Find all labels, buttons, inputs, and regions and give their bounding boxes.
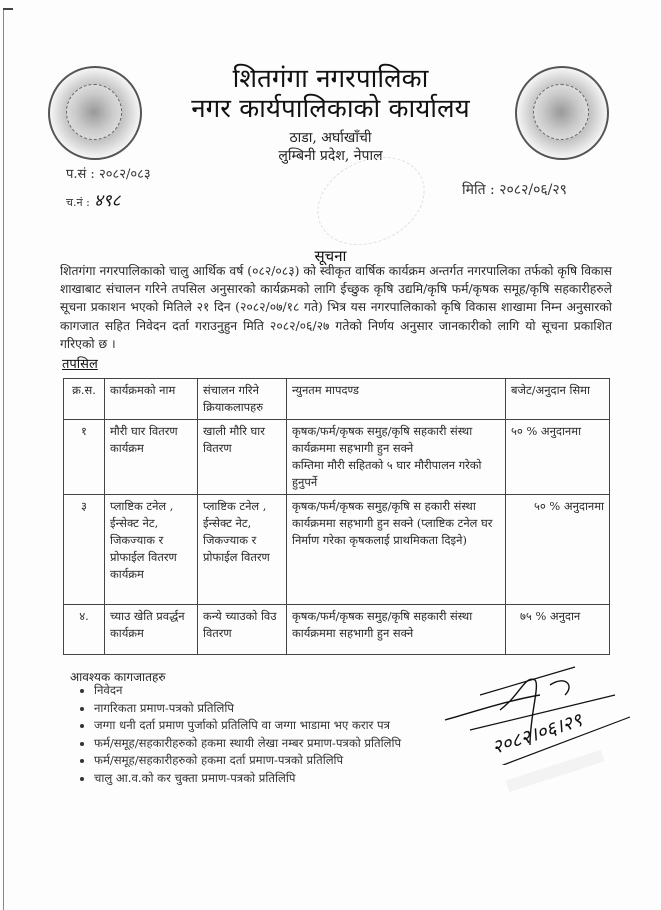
list-item: • निवेदन	[94, 682, 401, 700]
cell-sn: ४.	[64, 605, 105, 655]
cell-budget: ५० % अनुदानमा	[506, 495, 610, 605]
header-program: कार्यक्रमको नाम	[105, 379, 198, 420]
dispatch-value: ४९८	[93, 191, 121, 211]
municipality-name: शितगंगा नगरपालिका	[232, 64, 429, 94]
cell-activity: खाली मौरि घार वितरण	[198, 420, 287, 495]
notice-heading: सूचना	[314, 247, 347, 265]
criteria-text: कृषक/फर्म/कृषक समुह/कृषि सहकारी संस्था कार्यक्रममा सहभागी हुन सक्ने	[292, 424, 473, 455]
table-row	[64, 495, 610, 605]
details-label: तपसिल	[62, 357, 98, 372]
header-activity: संचालन गरिने क्रियाकलापहरु	[198, 379, 287, 420]
reference-label: प.सं :	[66, 167, 95, 182]
list-item: • चालु आ.व.को कर चुक्ता प्रमाण-पत्रको प्रतिलिपि	[94, 770, 401, 788]
required-documents-list	[64, 682, 401, 788]
list-item: • फर्म/समूह/सहकारीहरुको हकमा दर्ता प्रमाण-पत्रको प्रतिलिपि	[94, 752, 401, 770]
address-line-2: लुम्बिनी प्रदेश, नेपाल	[278, 148, 383, 164]
address-line-1: ठाडा, अर्घाखाँची	[289, 130, 372, 146]
cell-budget: ५० % अनुदानमा	[506, 420, 610, 495]
table-header-row	[64, 379, 610, 420]
office-name: नगर कार्यपालिकाको कार्यालय	[191, 94, 470, 124]
cell-sn: १	[64, 420, 105, 495]
cell-criteria: कृषक/फर्म/कृषक समुह/कृषि स हकारी संस्था कार्यक्रममा सहभागी हुन सक्ने (प्लाष्टिक टनेल घर निर्माण गरेका कृषकलाई प्राथमिकता दिइने)	[287, 495, 506, 605]
program-table	[63, 378, 610, 655]
header-criteria: न्युनतम मापदण्ड	[287, 379, 506, 420]
cell-sn: ३	[64, 495, 105, 605]
list-item: • जग्गा धनी दर्ता प्रमाण पुर्जाको प्रतिलिपि वा जग्गा भाडामा भए करार पत्र	[94, 717, 401, 735]
reference-value: २०८२/०८३	[98, 167, 151, 182]
reference-number	[66, 164, 151, 182]
list-item: • फर्म/समूह/सहकारीहरुको हकमा स्थायी लेखा नम्बर प्रमाण-पत्रको प्रतिलिपि	[94, 735, 401, 753]
header-budget: बजेट/अनुदान सिमा	[506, 379, 610, 420]
dispatch-number	[66, 188, 120, 211]
signature-scribble-icon	[440, 655, 640, 765]
table-row	[64, 420, 610, 495]
notice-body: शितगंगा नगरपालिकाको चालु आर्थिक वर्ष (०८२/०८३) को स्वीकृत वार्षिक कार्यक्रम अन्तर्गत नगरपालिका तर्फको कृषि विकास शाखाबाट संचालन गरिने तपसिल अनुसारको कार्यक्रमको लागि ईच्छुक कृषि उद्यमि/कृषि फर्म/कृषक समूह/कृषि सहकारीहरुले सूचना प्रकाशन भएको मितिले २१ दिन (२०८२/०७/१८ गते) भित्र यस नगरपालिकाको कृषि विकास शाखामा निम्न अनुसारको कागजात सहित निवेदन दर्ता गराउनुहुन मिति २०८२/०६/२७ गतेको निर्णय अनुसार जानकारीको लागि यो सूचना प्रकाशित गरिएको छ ।	[60, 264, 612, 351]
date-value: २०८२/०६/२९	[499, 182, 567, 198]
cell-program: प्लाष्टिक टनेल , ईन्सेक्ट नेट, जिकज्याक र प्रोफाईल वितरण कार्यक्रम	[105, 495, 198, 605]
cell-activity: कन्ये च्याउको विउ वितरण	[198, 605, 287, 655]
list-item: • नागरिकता प्रमाण-पत्रको प्रतिलिपि	[94, 700, 401, 718]
cell-program: च्याउ खेति प्रवर्द्धन कार्यक्रम	[105, 605, 198, 655]
header-sn: क्र.स.	[64, 379, 105, 420]
page-corner	[3, 8, 13, 10]
required-documents-title: आवश्यक कागजातहरु	[70, 670, 166, 684]
cell-budget: ७५ % अनुदान	[506, 605, 610, 655]
date-label: मिति :	[462, 182, 495, 198]
notice-date	[462, 180, 567, 199]
table-row	[64, 605, 610, 655]
signature-date: २०८२।०६।२९	[489, 709, 585, 759]
cell-activity: प्लाष्टिक टनेल , ईन्सेक्ट नेट, जिकज्याक र प्रोफाईल वितरण	[198, 495, 287, 605]
cell-criteria	[287, 420, 506, 495]
cell-criteria: कृषक/फर्म/कृषक समुह/कृषि सहकारी संस्था कार्यक्रममा सहभागी हुन सक्ने	[287, 605, 506, 655]
criteria-extra: कम्तिमा मौरी सहितको ५ घार मौरीपालन गरेको हुनुपर्ने	[292, 458, 482, 489]
cell-program: मौरी घार वितरण कार्यक्रम	[105, 420, 198, 495]
dispatch-label: च.नं :	[66, 196, 90, 209]
